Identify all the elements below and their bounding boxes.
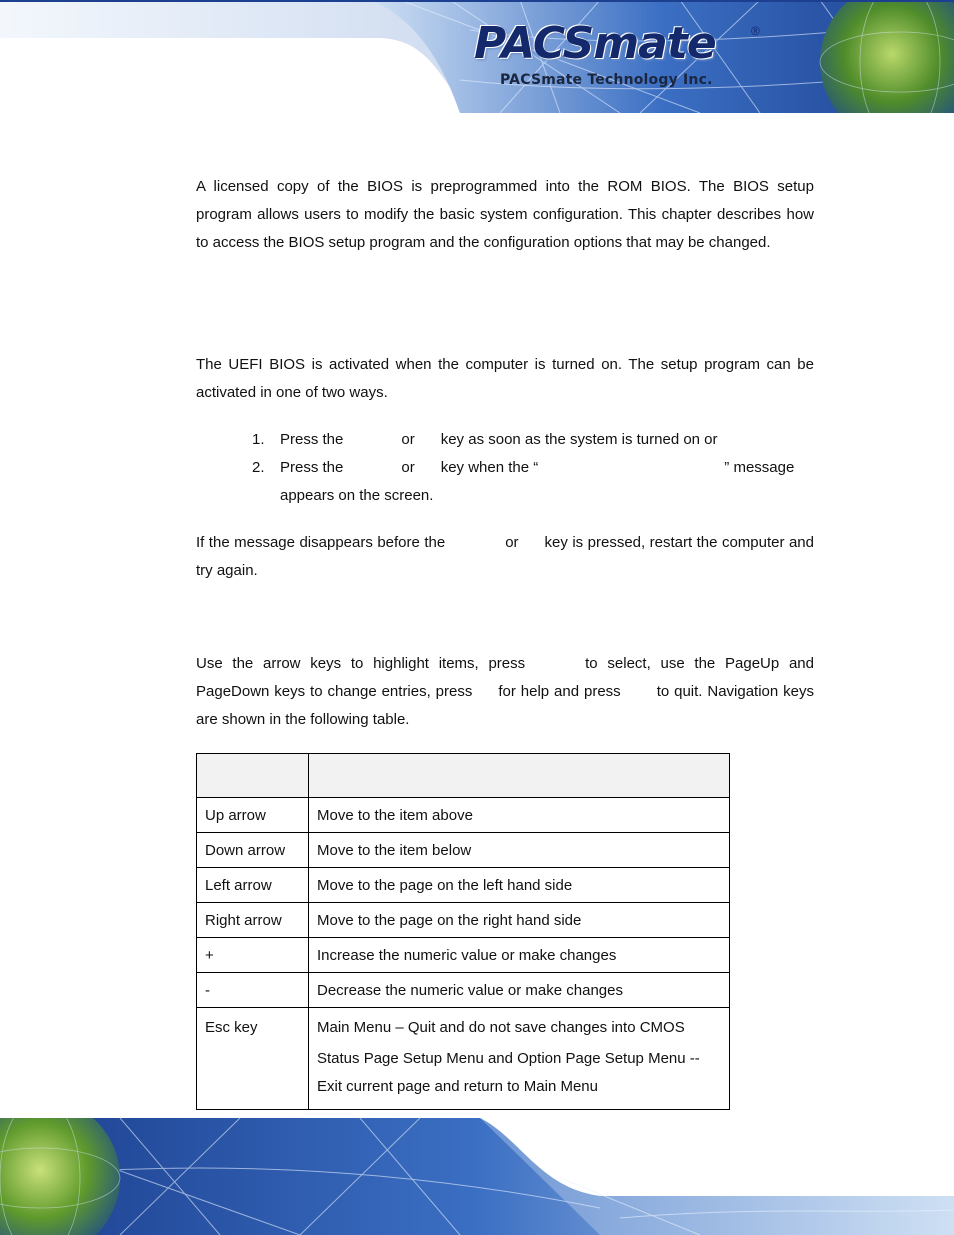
retry-or: or [505, 534, 519, 551]
navigation-paragraph [196, 650, 814, 734]
function-line: Exit current page and return to Main Menu [317, 1078, 598, 1095]
registered-mark: ® [751, 24, 760, 38]
step-text: ” message appears on the screen. [280, 459, 795, 504]
nav-text: for help and press [498, 683, 621, 700]
step-or: or [401, 459, 415, 476]
company-name: PACSmate Technology Inc. [500, 72, 713, 88]
nav-text: Use the arrow keys to highlight items, press [196, 655, 526, 672]
function-cell: Move to the item below [309, 833, 730, 868]
navigation-keys-table [196, 753, 730, 1110]
nav-text: to quit. Navigation keys are shown in the following table. [196, 683, 814, 728]
step-text: key when the “ [440, 459, 539, 476]
table-row [197, 798, 730, 833]
intro-paragraph: A licensed copy of the BIOS is preprogrammed into the ROM BIOS. The BIOS setup program allows users to modify the basic system configuration. This chapter describes how to access the BIOS setup program and the configuration options that may be changed. [196, 178, 814, 251]
function-cell: Move to the page on the right hand side [309, 903, 730, 938]
function-cell: Increase the numeric value or make changes [309, 938, 730, 973]
function-cell [309, 1008, 730, 1110]
footer-banner [0, 1118, 954, 1235]
list-text [280, 426, 812, 454]
list-number: 1. [252, 431, 265, 448]
logo-wordmark: PACSmate [474, 18, 716, 69]
step-text: Press the [280, 459, 344, 476]
table-row [197, 833, 730, 868]
key-cell: Left arrow [197, 868, 309, 903]
list-number: 2. [252, 459, 265, 476]
key-cell: Right arrow [197, 903, 309, 938]
table-row [197, 973, 730, 1008]
footer-graphic [0, 1118, 954, 1235]
step-text: key as soon as the system is turned on or [440, 431, 718, 448]
function-line: Status Page Setup Menu and Option Page Setup Menu -- [317, 1050, 700, 1067]
retry-paragraph [196, 529, 814, 585]
function-cell: Decrease the numeric value or make changes [309, 973, 730, 1008]
function-line: Main Menu – Quit and do not save changes into CMOS [317, 1019, 685, 1036]
key-cell: + [197, 938, 309, 973]
column-header-function [309, 754, 730, 798]
header-banner [0, 0, 954, 113]
retry-text: key is pressed, restart the computer and try again. [196, 534, 814, 579]
step-text: Press the [280, 431, 344, 448]
table-row [197, 868, 730, 903]
key-cell: Up arrow [197, 798, 309, 833]
retry-text: If the message disappears before the [196, 534, 446, 551]
function-cell: Move to the page on the left hand side [309, 868, 730, 903]
function-cell: Move to the item above [309, 798, 730, 833]
column-header-key [197, 754, 309, 798]
table-row [197, 903, 730, 938]
key-cell: Esc key [197, 1008, 309, 1110]
table-header-row [197, 754, 730, 798]
list-text [280, 454, 812, 510]
key-cell: Down arrow [197, 833, 309, 868]
table-row [197, 1008, 730, 1110]
nav-text: to select, use the PageUp and PageDown keys to change entries, press [196, 655, 814, 700]
step-or: or [401, 431, 415, 448]
start-setup-paragraph: The UEFI BIOS is activated when the computer is turned on. The setup program can be activated in one of two ways. [196, 356, 814, 401]
key-cell: - [197, 973, 309, 1008]
table-row [197, 938, 730, 973]
company-logo [470, 18, 770, 98]
